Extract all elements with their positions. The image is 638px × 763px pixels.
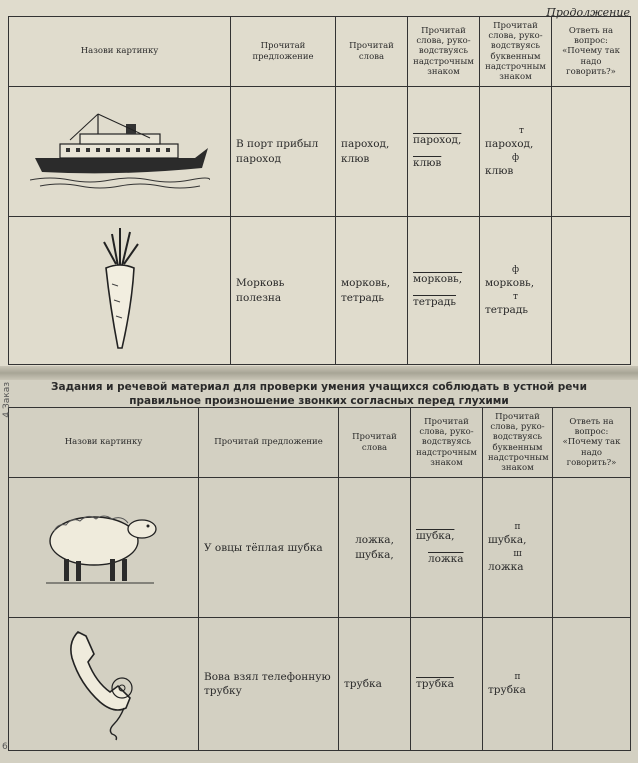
word: ложка (488, 560, 524, 573)
section-title (0, 381, 638, 408)
picture-cell (9, 618, 199, 751)
sentence-text: Вова взял телефонную трубку (204, 671, 331, 698)
marked-word: тетрадь (413, 295, 456, 308)
sentence-text: У овцы тёплая шубка (204, 541, 323, 554)
marked-word: трубка (416, 678, 454, 691)
table-row (9, 87, 631, 217)
table-row (9, 618, 631, 751)
letter-mark: т (519, 126, 524, 137)
table-header-row (9, 17, 631, 87)
picture-cell (9, 87, 231, 217)
table-header-row (9, 408, 631, 478)
picture-cell (9, 217, 231, 365)
section-title-line: Задания и речевой материал для проверки умения учащихся соблюдать в устной речи (51, 381, 587, 393)
answer-cell (553, 478, 631, 618)
sentence-cell (231, 217, 336, 365)
page-number: 6 (2, 742, 8, 752)
letter-mark: п (514, 522, 521, 533)
word: трубка (344, 678, 382, 691)
letter-words-cell (480, 217, 552, 365)
header-words: Прочитай слова (336, 17, 408, 87)
header-words-superscript: Прочитай слова, руко-водствуясь надстрочным знаком (411, 408, 483, 478)
header-answer: Ответь на вопрос: «Почему так надо говорить?» (552, 17, 631, 87)
header-picture: Назови картинку (9, 408, 199, 478)
header-sentence: Прочитай предложение (231, 17, 336, 87)
continuation-label: Продолжение (546, 6, 630, 19)
word: тетрадь (485, 303, 528, 316)
word: морковь, (485, 277, 535, 290)
words-cell (336, 217, 408, 365)
sentence-cell (199, 618, 339, 751)
word: морковь, (341, 277, 391, 290)
mark-words-cell (408, 217, 480, 365)
table-row (9, 217, 631, 365)
word: ложка, (355, 534, 394, 547)
word: трубка (488, 684, 526, 697)
mark-words-cell (408, 87, 480, 217)
page-fold (0, 366, 638, 380)
header-words-letter: Прочитай слова, руко-водствуясь буквенным надстрочным знаком (483, 408, 553, 478)
word: клюв (341, 152, 370, 165)
header-picture: Назови картинку (9, 17, 231, 87)
ship-icon (30, 110, 210, 190)
header-words-letter: Прочитай слова, руко-водствуясь буквенным надстрочным знаком (480, 17, 552, 87)
mark-words-cell (411, 478, 483, 618)
word: шубка, (355, 548, 394, 561)
carrot-icon (90, 224, 150, 354)
sentence-cell (199, 478, 339, 618)
header-words-superscript: Прочитай слова, руко-водствуясь надстрочным знаком (408, 17, 480, 87)
sheep-icon (44, 501, 164, 591)
sentence-text: В порт прибыл пароход (236, 138, 319, 165)
table-row (9, 478, 631, 618)
telephone-receiver-icon (64, 622, 144, 742)
words-cell (336, 87, 408, 217)
word: клюв (485, 164, 514, 177)
header-sentence: Прочитай предложение (199, 408, 339, 478)
mark-words-cell (411, 618, 483, 751)
answer-cell (552, 87, 631, 217)
letter-words-cell (480, 87, 552, 217)
letter-mark: ш (513, 548, 522, 559)
words-cell (339, 478, 411, 618)
answer-cell (552, 217, 631, 365)
sentence-cell (231, 87, 336, 217)
letter-words-cell (483, 478, 553, 618)
letter-mark: т (513, 291, 518, 302)
answer-cell (553, 618, 631, 751)
word: пароход, (485, 138, 534, 151)
letter-mark: ф (511, 265, 520, 276)
word: пароход, (341, 138, 390, 151)
word: шубка, (488, 534, 527, 547)
header-answer: Ответь на вопрос: «Почему так надо говорить?» (553, 408, 631, 478)
section-title-line: правильное произношение звонких согласных перед глухими (129, 394, 509, 407)
worksheet-table-bottom (8, 407, 631, 751)
margin-side-text: 4 Заказ (2, 382, 12, 418)
letter-mark: п (514, 672, 521, 683)
marked-word: ложка (428, 552, 464, 565)
word: тетрадь (341, 291, 384, 304)
worksheet-table-top (8, 16, 631, 365)
marked-word: пароход, (413, 134, 462, 147)
marked-word: морковь, (413, 273, 463, 286)
marked-word: шубка, (416, 530, 455, 543)
sentence-text: Морковь полезна (236, 277, 285, 304)
marked-word: клюв (413, 156, 442, 169)
header-words: Прочитай слова (339, 408, 411, 478)
picture-cell (9, 478, 199, 618)
letter-mark: ф (511, 152, 520, 163)
letter-words-cell (483, 618, 553, 751)
words-cell (339, 618, 411, 751)
